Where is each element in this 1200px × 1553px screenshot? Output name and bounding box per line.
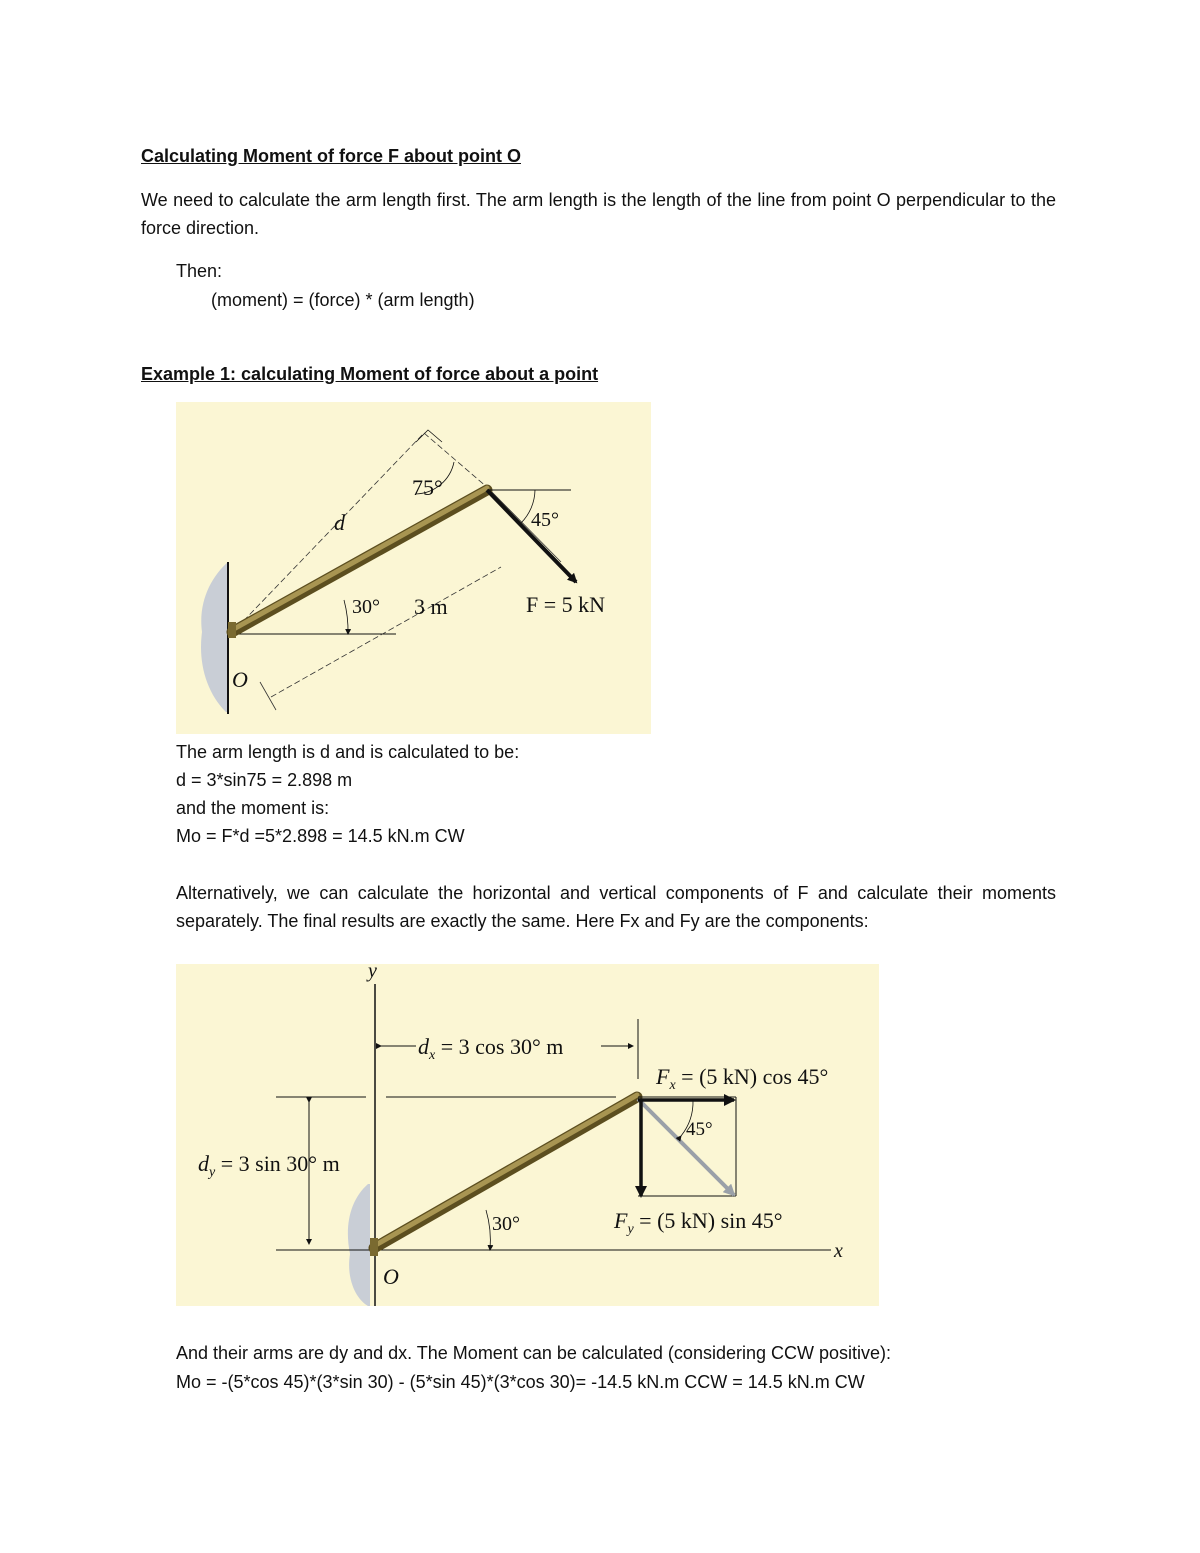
final-line-2: Mo = -(5*cos 45)*(3*sin 30) - (5*sin 45)*(3*cos 30)= -14.5 kN.m CCW = 14.5 kN.m CW	[176, 1372, 865, 1392]
arm-d-line	[231, 433, 424, 634]
alternative-paragraph: Alternatively, we can calculate the horizontal and vertical components of F and calculate their moments separately. The final results are exactly the same. Here Fx and Fy are the components:	[176, 883, 1056, 931]
figure-1-moment-diagram	[176, 402, 651, 734]
wall-support	[201, 562, 228, 712]
example-heading: Example 1: calculating Moment of force about a point	[141, 364, 599, 384]
point-o-label: O	[232, 667, 248, 692]
section-heading: Calculating Moment of force F about point O	[141, 146, 521, 166]
angle-30-label: 30°	[492, 1213, 520, 1235]
figure-2-components-diagram	[176, 964, 879, 1306]
angle-75-label: 75°	[412, 475, 443, 500]
calc-line-1: The arm length is d and is calculated to be:	[176, 742, 520, 762]
y-axis-label: y	[368, 964, 377, 982]
final-line-1: And their arms are dy and dx. The Moment can be calculated (considering CCW positive):	[176, 1343, 891, 1363]
force-label: F = 5 kN	[526, 592, 606, 617]
wall-support	[348, 1184, 370, 1306]
x-axis-label: x	[834, 1240, 843, 1262]
d-label: d	[334, 510, 345, 535]
moment-formula: (moment) = (force) * (arm length)	[211, 290, 475, 310]
angle-30-label: 30°	[352, 596, 380, 618]
angle-45-label: 45°	[531, 509, 559, 531]
fx-label: $F_x = (5$ kN) cos 45°	[656, 1064, 829, 1093]
dy-label: $d_y = 3$ sin 30° m	[198, 1151, 340, 1180]
calc-line-2: d = 3*sin75 = 2.898 m	[176, 770, 353, 790]
intro-paragraph: We need to calculate the arm length first. The arm length is the length of the line from point O perpendicular to the force direction.	[141, 190, 1056, 238]
calc-line-3: and the moment is:	[176, 798, 330, 818]
point-o-label: O	[383, 1264, 399, 1289]
length-3m-label: 3 m	[414, 594, 448, 619]
angle-45-label: 45°	[686, 1119, 713, 1140]
force-arrow	[487, 490, 576, 582]
calc-line-4: Mo = F*d =5*2.898 = 14.5 kN.m CW	[176, 826, 465, 846]
then-label: Then:	[176, 261, 223, 281]
dx-label: $d_x = 3$ cos 30° m	[418, 1034, 564, 1063]
resultant-force-arrow	[638, 1099, 734, 1195]
fy-label: $F_y = (5$ kN) sin 45°	[614, 1208, 783, 1237]
